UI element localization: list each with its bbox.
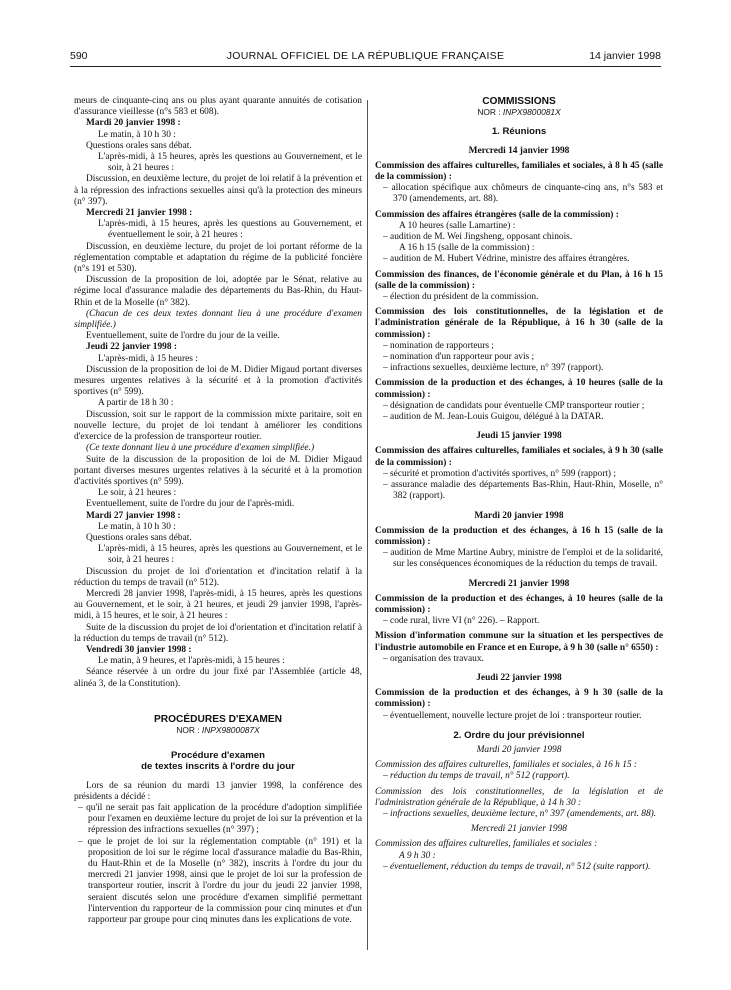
day-heading: Jeudi 22 janvier 1998 :	[86, 342, 177, 353]
left-column	[74, 96, 362, 926]
session-time: Le soir, à 21 heures :	[98, 488, 177, 499]
header-rule	[70, 66, 661, 67]
paragraph: Questions orales sans débat.	[86, 140, 192, 151]
nor-code: INPX9800081X	[502, 107, 561, 118]
day-heading: Mercredi 21 janvier 1998 :	[86, 208, 193, 219]
nor-label: NOR :	[176, 724, 200, 735]
list-item: – que le projet de loi sur la réglementation comptable (n° 191) et la proposition de loi sur le régime local d'assurance maladie du Bas-Rhin, du Haut-Rhin et de la Moselle (n° 382), inscrits à l'ordre du jour du mercredi 21 janvier 1998, ainsi que le projet de loi sur la profession de transporteur routier, inscrit à l'ordre du jour du jeudi 22 janvier 1998, seraient discutés selon une procédure d'examen simplifié permettant l'intervention du rapporteur de la commission pour cinq minutes et d'un rapporteur par groupe pour cinq minutes dans les explications de vote.	[78, 836, 362, 926]
committee-entry: Mission d'information commune sur la situation et les perspectives de l'industrie automobile en France et en Europe, à 9 h 30 (salle n° 6550) :	[375, 631, 663, 653]
session-time: A 9 h 30 :	[399, 850, 436, 861]
list-item: – code rural, livre VI (n° 226). – Rapport.	[383, 616, 540, 627]
paragraph: Eventuellement, suite de l'ordre du jour de la veille.	[86, 331, 280, 342]
day-heading: Vendredi 30 janvier 1998 :	[86, 644, 192, 655]
session-time: Le matin, à 10 h 30 :	[98, 129, 176, 140]
paragraph: Discussion de la proposition de loi, adoptée par le Sénat, relative au régime local d'assurance maladie des départements du Bas-Rhin, du Haut-Rhin et de la Moselle (n° 382).	[74, 275, 362, 308]
committee-entry: Commission des affaires culturelles, familiales et sociales :	[375, 839, 598, 850]
session-time: L'après-midi, à 15 heures :	[98, 353, 198, 364]
day-heading: Jeudi 15 janvier 1998	[476, 431, 562, 442]
list-item: – infractions sexuelles, deuxième lecture, n° 397 (amendements, art. 88).	[383, 808, 657, 819]
paragraph: Discussion, en deuxième lecture, du projet de loi relatif à la prévention et à la répression des infractions sexuelles ainsi qu'à la protection des mineurs (n° 397).	[74, 174, 362, 207]
session-time: Le matin, à 10 h 30 :	[98, 521, 176, 532]
paragraph: Discussion du projet de loi d'orientation et d'incitation relatif à la réduction du temps de travail (n° 512).	[74, 566, 362, 588]
committee-entry: Commission des lois constitutionnelles, de la législation et de l'administration générale de la République, à 14 h 30 :	[375, 786, 663, 808]
subsection-title: 1. Réunions	[491, 126, 547, 138]
committee-entry: Commission des affaires culturelles, familiales et sociales, à 9 h 30 (salle de la commission) :	[375, 446, 663, 468]
session-time: Le matin, à 9 heures, et l'après-midi, à 15 heures :	[98, 656, 285, 667]
day-heading: Mercredi 14 janvier 1998	[468, 145, 570, 156]
paragraph: Séance réservée à un ordre du jour fixé par l'Assemblée (article 48, alinéa 3, de la Constitution).	[74, 667, 362, 689]
list-item: – organisation des travaux.	[383, 653, 484, 664]
day-heading: Mercredi 21 janvier 1998	[468, 578, 570, 589]
committee-entry: Commission de la production et des échanges, à 16 h 15 (salle de la commission) :	[375, 525, 663, 547]
committee-entry: Commission de la production et des échanges, à 10 heures (salle de la commission) :	[375, 593, 663, 615]
session-time: L'après-midi, à 15 heures, après les questions au Gouvernement, et le soir, à 21 heures :	[98, 152, 362, 174]
paragraph: Mercredi 28 janvier 1998, l'après-midi, à 15 heures, après les questions au Gouvernement, et le soir, à 21 heures, et jeudi 29 janvier 1998, l'après-midi, à 15 heures, et le soir, à 21 heures :	[74, 588, 362, 622]
list-item: – élection du président de la commission.	[383, 292, 539, 303]
nor-reference	[74, 725, 362, 736]
committee-entry: Commission de la production et des échanges, à 9 h 30 (salle de la commission) :	[375, 688, 663, 710]
session-time: A 16 h 15 (salle de la commission) :	[399, 243, 535, 254]
paragraph: Discussion, en deuxième lecture, du projet de loi portant réforme de la réglementation comptable et adaptation du régime de la publicité foncière (n°s 191 et 530).	[74, 241, 362, 275]
column-divider	[367, 100, 368, 950]
committee-entry: Commission des finances, de l'économie générale et du Plan, à 16 h 15 (salle de la commission) :	[375, 269, 663, 291]
list-item: – nomination de rapporteurs ;	[383, 340, 494, 351]
list-item: – audition de M. Wei Jingsheng, opposant chinois.	[383, 232, 573, 243]
list-item: – sécurité et promotion d'activités sportives, n° 599 (rapport) ;	[383, 468, 616, 479]
subsection-title: de textes inscrits à l'ordre du jour	[141, 761, 295, 773]
session-time: A partir de 18 h 30 :	[98, 398, 174, 409]
committee-entry: Commission des affaires culturelles, familiales et sociales, à 16 h 15 :	[375, 760, 638, 771]
list-item: – nomination d'un rapporteur pour avis ;	[383, 352, 535, 363]
paragraph: Lors de sa réunion du mardi 13 janvier 1998, la conférence des présidents a décidé :	[74, 780, 362, 802]
list-item: – infractions sexuelles, deuxième lecture, n° 397 (rapport).	[383, 363, 604, 374]
day-heading: Mardi 20 janvier 1998 :	[86, 118, 181, 129]
paragraph: Questions orales sans débat.	[86, 532, 192, 543]
page-number: 590	[70, 50, 88, 62]
list-item: – éventuellement, nouvelle lecture projet de loi : transporteur routier.	[383, 710, 642, 721]
paragraph: Discussion de la proposition de loi de M. Didier Migaud portant diverses mesures urgentes relatives à la sécurité et à la promotion d'activités sportives (n° 599).	[74, 364, 362, 398]
section-title: PROCÉDURES D'EXAMEN	[153, 713, 283, 725]
committee-entry: Commission de la production et des échanges, à 10 heures (salle de la commission) :	[375, 378, 663, 400]
paragraph: Eventuellement, suite de l'ordre du jour de l'après-midi.	[86, 499, 295, 510]
list-item: – audition de M. Jean-Louis Guigou, délégué à la DATAR.	[383, 412, 604, 423]
list-item: – assurance maladie des départements Bas-Rhin, Haut-Rhin, Moselle, n° 382 (rapport).	[383, 480, 663, 502]
day-heading: Mardi 20 janvier 1998	[474, 510, 564, 521]
paragraph: Discussion, soit sur le rapport de la commission mixte paritaire, soit en nouvelle lecture, du projet de loi tendant à améliorer les conditions d'exercice de la profession de transporteur routier.	[74, 409, 362, 443]
subsection-title: Procédure d'examen	[171, 750, 265, 762]
day-heading: Mercredi 21 janvier 1998	[471, 824, 567, 835]
list-item: – éventuellement, réduction du temps de travail, n° 512 (suite rapport).	[383, 861, 651, 872]
committee-entry: Commission des affaires culturelles, familiales et sociales, à 8 h 45 (salle de la commission) :	[375, 160, 663, 183]
note: (Ce texte donnant lieu à une procédure d'examen simplifiée.)	[86, 443, 315, 454]
list-item: – audition de Mme Martine Aubry, ministre de l'emploi et de la solidarité, sur les conséquences économiques de la réduction du temps de travail.	[383, 548, 663, 570]
day-heading: Mardi 27 janvier 1998 :	[86, 510, 181, 521]
committee-entry: Commission des lois constitutionnelles, de la législation et de l'administration générale de la République, à 16 h 30 (salle de la commission) :	[375, 307, 663, 340]
session-time: L'après-midi, à 15 heures, après les questions au Gouvernement, et éventuellement le soir, à 21 heures :	[98, 219, 362, 241]
nor-reference	[375, 107, 663, 118]
nor-code: INPX9800087X	[201, 724, 260, 735]
list-item: – désignation de candidats pour éventuelle CMP transporteur routier ;	[383, 400, 645, 411]
paragraph: Suite de la discussion de la proposition de loi de M. Didier Migaud portant diverses mesures urgentes relatives à la sécurité et à la promotion d'activités sportives (n° 599).	[74, 454, 362, 487]
nor-label: NOR :	[477, 107, 501, 118]
section-title: COMMISSIONS	[482, 96, 556, 107]
journal-title: JOURNAL OFFICIEL DE LA RÉPUBLIQUE FRANÇAISE	[226, 50, 505, 62]
issue-date: 14 janvier 1998	[589, 50, 661, 62]
day-heading: Jeudi 22 janvier 1998	[476, 672, 562, 683]
day-heading: Mardi 20 janvier 1998	[476, 744, 562, 755]
list-item: – réduction du temps de travail, n° 512 (rapport).	[383, 771, 570, 782]
session-time: L'après-midi, à 15 heures, après les questions au Gouvernement, et le soir, à 21 heures :	[98, 544, 362, 566]
list-item: – allocation spécifique aux chômeurs de cinquante-cinq ans, n°s 583 et 370 (amendements, art. 88).	[383, 183, 663, 205]
committee-entry: Commission des affaires étrangères (salle de la commission) :	[375, 209, 619, 220]
subsection-title: 2. Ordre du jour prévisionnel	[453, 729, 585, 741]
session-time: A 10 heures (salle Lamartine) :	[399, 220, 516, 231]
right-column	[375, 96, 663, 873]
paragraph: meurs de cinquante-cinq ans ou plus ayant quarante annuités de cotisation d'assurance vieillesse (n°s 583 et 608).	[74, 96, 362, 118]
paragraph: Suite de la discussion du projet de loi d'orientation et d'incitation relatif à la réduction du temps de travail (n° 512).	[74, 622, 362, 644]
list-item: – audition de M. Hubert Védrine, ministre des affaires étrangères.	[383, 254, 630, 265]
note: (Chacun de ces deux textes donnant lieu à une procédure d'examen simplifiée.)	[74, 308, 362, 331]
list-item: – qu'il ne serait pas fait application de la procédure d'adoption simplifiée pour l'examen en deuxième lecture du projet de loi sur la prévention et la répression des infractions sexuelles (n° 397) ;	[78, 802, 362, 836]
